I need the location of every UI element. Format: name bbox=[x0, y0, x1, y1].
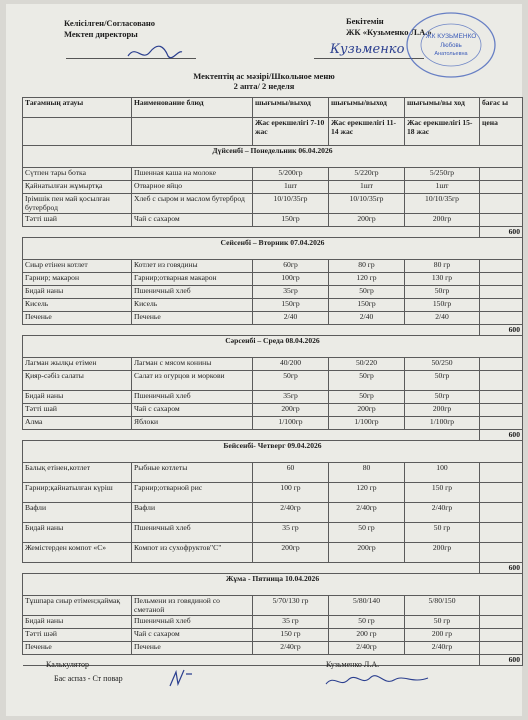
output-7-10: 35 гр bbox=[253, 523, 329, 543]
output-15-18: 2/40гр bbox=[405, 503, 480, 523]
menu-row bbox=[23, 616, 523, 629]
dish-name-ru: Чай с сахаром bbox=[132, 404, 253, 417]
price-cell bbox=[480, 358, 523, 371]
menu-row bbox=[23, 642, 523, 655]
menu-row bbox=[23, 214, 523, 227]
dish-name-ru: Чай с сахаром bbox=[132, 629, 253, 642]
output-7-10: 35гр bbox=[253, 286, 329, 299]
dish-name-ru: Салат из огурцов и моркови bbox=[132, 371, 253, 391]
day-header-row bbox=[23, 336, 523, 358]
menu-row bbox=[23, 286, 523, 299]
dish-name-kz: Жемістерден компот «С» bbox=[23, 543, 132, 563]
price-cell bbox=[480, 273, 523, 286]
output-11-14: 50 гр bbox=[329, 616, 405, 629]
output-7-10: 2/40 bbox=[253, 312, 329, 325]
menu-row bbox=[23, 181, 523, 194]
svg-text:Анатольевна: Анатольевна bbox=[434, 51, 468, 57]
col-age-3: Жас ерекшелігі 15-18 жас bbox=[405, 118, 480, 146]
output-15-18: 200гр bbox=[405, 543, 480, 563]
dish-name-ru: Пшеничный хлеб bbox=[132, 286, 253, 299]
output-15-18: 2/40гр bbox=[405, 642, 480, 655]
dish-name-ru: Рыбные котлеты bbox=[132, 463, 253, 483]
menu-row bbox=[23, 596, 523, 616]
approval-left bbox=[64, 18, 155, 40]
dish-name-kz: Балық етінен,котлет bbox=[23, 463, 132, 483]
header-row bbox=[23, 98, 523, 118]
output-15-18: 1/100гр bbox=[405, 417, 480, 430]
output-7-10: 2/40гр bbox=[253, 642, 329, 655]
price-cell bbox=[480, 523, 523, 543]
output-11-14: 5/220гр bbox=[329, 168, 405, 181]
day-title: Жұма - Пятница 10.04.2026 bbox=[23, 574, 523, 596]
dish-name-ru: Компот из сухофруктов"С" bbox=[132, 543, 253, 563]
output-7-10: 1шт bbox=[253, 181, 329, 194]
col-output-2: шығымы/выход bbox=[329, 98, 405, 118]
dish-name-ru: Пельмени из говядиной со сметаной bbox=[132, 596, 253, 616]
dish-name-kz: Алма bbox=[23, 417, 132, 430]
menu-week: 2 апта/ 2 неделя bbox=[233, 81, 295, 91]
output-15-18: 200гр bbox=[405, 214, 480, 227]
total-row bbox=[23, 227, 523, 238]
menu-body bbox=[23, 146, 523, 666]
menu-table bbox=[22, 97, 523, 666]
dish-name-kz: Қайнатылған жұмыртқа bbox=[23, 181, 132, 194]
price-cell bbox=[480, 417, 523, 430]
day-total-price: 600 bbox=[480, 325, 523, 336]
dish-name-ru: Кисель bbox=[132, 299, 253, 312]
dish-name-kz: Тұшпара сиыр етімен;қаймақ bbox=[23, 596, 132, 616]
output-11-14: 200гр bbox=[329, 404, 405, 417]
output-11-14: 50гр bbox=[329, 286, 405, 299]
day-header-row bbox=[23, 441, 523, 463]
dish-name-kz: Тәтті шай bbox=[23, 214, 132, 227]
dish-name-ru: Яблоки bbox=[132, 417, 253, 430]
price-cell bbox=[480, 391, 523, 404]
output-15-18: 200 гр bbox=[405, 629, 480, 642]
day-title: Бейсенбі- Четверг 09.04.2026 bbox=[23, 441, 523, 463]
dish-name-ru: Гарнир;отварная макарон bbox=[132, 273, 253, 286]
dish-name-ru: Вафли bbox=[132, 503, 253, 523]
output-11-14: 10/10/35гр bbox=[329, 194, 405, 214]
output-7-10: 10/10/35гр bbox=[253, 194, 329, 214]
output-15-18: 150гр bbox=[405, 299, 480, 312]
dish-name-ru: Чай с сахаром bbox=[132, 214, 253, 227]
menu-row bbox=[23, 273, 523, 286]
dish-name-kz: Печенье bbox=[23, 312, 132, 325]
output-11-14: 1/100гр bbox=[329, 417, 405, 430]
output-11-14: 80 гр bbox=[329, 260, 405, 273]
dish-name-ru: Хлеб с сыром и маслом бутерброд bbox=[132, 194, 253, 214]
output-11-14: 50гр bbox=[329, 391, 405, 404]
price-cell bbox=[480, 286, 523, 299]
menu-row bbox=[23, 194, 523, 214]
menu-row bbox=[23, 312, 523, 325]
output-7-10: 150гр bbox=[253, 214, 329, 227]
day-title: Дүйсенбі – Понедельник 06.04.2026 bbox=[23, 146, 523, 168]
price-cell bbox=[480, 596, 523, 616]
dish-name-kz: Бидай наны bbox=[23, 286, 132, 299]
output-7-10: 200гр bbox=[253, 543, 329, 563]
chef-signature bbox=[166, 666, 196, 692]
menu-row bbox=[23, 629, 523, 642]
price-cell bbox=[480, 463, 523, 483]
dish-name-kz: Печенье bbox=[23, 642, 132, 655]
output-15-18: 150 гр bbox=[405, 483, 480, 503]
col-output-1: шығымы/выход bbox=[253, 98, 329, 118]
output-15-18: 50гр bbox=[405, 391, 480, 404]
output-11-14: 200 гр bbox=[329, 629, 405, 642]
col-kz-name: Тағамның атауы bbox=[23, 98, 132, 118]
output-11-14: 150гр bbox=[329, 299, 405, 312]
output-15-18: 50 гр bbox=[405, 523, 480, 543]
dish-name-kz: Сүтпен тары ботка bbox=[23, 168, 132, 181]
output-7-10: 200гр bbox=[253, 404, 329, 417]
output-15-18: 100 bbox=[405, 463, 480, 483]
price-cell bbox=[480, 260, 523, 273]
output-7-10: 5/200гр bbox=[253, 168, 329, 181]
output-11-14: 2/40гр bbox=[329, 503, 405, 523]
dish-name-kz: Бидай наны bbox=[23, 523, 132, 543]
svg-text:ЖК КУЗЬМЕНКО: ЖК КУЗЬМЕНКО bbox=[425, 33, 477, 40]
price-cell bbox=[480, 214, 523, 227]
output-11-14: 5/80/140 bbox=[329, 596, 405, 616]
dish-name-ru: Печенье bbox=[132, 312, 253, 325]
dish-name-kz: Тәтті шай bbox=[23, 404, 132, 417]
round-stamp bbox=[402, 10, 500, 80]
price-cell bbox=[480, 312, 523, 325]
output-7-10: 2/40гр bbox=[253, 503, 329, 523]
col-ru-name: Наименование блюд bbox=[132, 98, 253, 118]
menu-row bbox=[23, 463, 523, 483]
dish-name-ru: Пшеничный хлеб bbox=[132, 523, 253, 543]
dish-name-kz: Қияр-сәбіз салаты bbox=[23, 371, 132, 391]
price-cell bbox=[480, 181, 523, 194]
calculator-label: Калькулятор bbox=[46, 660, 89, 669]
day-header-row bbox=[23, 146, 523, 168]
output-7-10: 1/100гр bbox=[253, 417, 329, 430]
price-cell bbox=[480, 543, 523, 563]
approve-label: Бекітемін bbox=[346, 16, 384, 26]
day-header-row bbox=[23, 574, 523, 596]
output-11-14: 200гр bbox=[329, 543, 405, 563]
total-row bbox=[23, 655, 523, 666]
output-15-18: 80 гр bbox=[405, 260, 480, 273]
menu-row bbox=[23, 417, 523, 430]
menu-row bbox=[23, 503, 523, 523]
dish-name-kz: Гарнир;қайнатылған күріш bbox=[23, 483, 132, 503]
price-cell bbox=[480, 642, 523, 655]
dish-name-kz: Гарнир; макарон bbox=[23, 273, 132, 286]
subheader-row bbox=[23, 118, 523, 146]
output-15-18: 2/40 bbox=[405, 312, 480, 325]
output-7-10: 35гр bbox=[253, 391, 329, 404]
dish-name-kz: Бидай наны bbox=[23, 391, 132, 404]
dish-name-ru: Печенье bbox=[132, 642, 253, 655]
menu-row bbox=[23, 523, 523, 543]
col-age-2: Жас ерекшелігі 11-14 жас bbox=[329, 118, 405, 146]
day-total-price: 600 bbox=[480, 227, 523, 238]
agreed-label: Келісілген/Согласовано bbox=[64, 18, 156, 28]
total-row bbox=[23, 430, 523, 441]
price-cell bbox=[480, 194, 523, 214]
dish-name-kz: Ірімшік пен май қосылған бутерброд bbox=[23, 194, 132, 214]
output-11-14: 2/40гр bbox=[329, 642, 405, 655]
col-output-3: шығымы/вы ход bbox=[405, 98, 480, 118]
output-11-14: 200гр bbox=[329, 214, 405, 227]
chef-label: Бас аспаз - Ст повар bbox=[54, 674, 123, 683]
output-11-14: 50 гр bbox=[329, 523, 405, 543]
output-11-14: 50гр bbox=[329, 371, 405, 391]
output-7-10: 60гр bbox=[253, 260, 329, 273]
menu-row bbox=[23, 543, 523, 563]
menu-row bbox=[23, 483, 523, 503]
director-signature bbox=[124, 42, 184, 64]
school-director-label: Мектеп директоры bbox=[64, 29, 138, 39]
output-11-14: 120 гр bbox=[329, 273, 405, 286]
day-title: Сейсенбі – Вторник 07.04.2026 bbox=[23, 238, 523, 260]
dish-name-kz: Кисель bbox=[23, 299, 132, 312]
output-7-10: 50гр bbox=[253, 371, 329, 391]
output-15-18: 50 гр bbox=[405, 616, 480, 629]
output-15-18: 50гр bbox=[405, 371, 480, 391]
dish-name-ru: Пшеничный хлеб bbox=[132, 616, 253, 629]
output-7-10: 100гр bbox=[253, 273, 329, 286]
menu-row bbox=[23, 358, 523, 371]
output-7-10: 60 bbox=[253, 463, 329, 483]
output-11-14: 50/220 bbox=[329, 358, 405, 371]
output-15-18: 1шт bbox=[405, 181, 480, 194]
output-7-10: 150гр bbox=[253, 299, 329, 312]
output-15-18: 5/80/150 bbox=[405, 596, 480, 616]
dish-name-kz: Лагман жылқы етімен bbox=[23, 358, 132, 371]
dish-name-kz: Тәтті шәй bbox=[23, 629, 132, 642]
output-7-10: 35 гр bbox=[253, 616, 329, 629]
menu-row bbox=[23, 391, 523, 404]
output-11-14: 80 bbox=[329, 463, 405, 483]
total-row bbox=[23, 563, 523, 574]
price-cell bbox=[480, 404, 523, 417]
price-cell bbox=[480, 168, 523, 181]
output-7-10: 40/200 bbox=[253, 358, 329, 371]
col-age-1: Жас ерекшелігі 7-10 жас bbox=[253, 118, 329, 146]
dish-name-kz: Сиыр етінен котлет bbox=[23, 260, 132, 273]
dish-name-ru: Гарнир;отварной рис bbox=[132, 483, 253, 503]
col-price: бағас ы bbox=[480, 98, 523, 118]
output-15-18: 50/250 bbox=[405, 358, 480, 371]
output-15-18: 50гр bbox=[405, 286, 480, 299]
entrepreneur-label: ЖК «Кузьменко Л.А.» bbox=[346, 27, 432, 37]
menu-row bbox=[23, 404, 523, 417]
output-11-14: 2/40 bbox=[329, 312, 405, 325]
menu-row bbox=[23, 299, 523, 312]
dish-name-ru: Пшенная каша на молоке bbox=[132, 168, 253, 181]
dish-name-kz: Бидай наны bbox=[23, 616, 132, 629]
output-15-18: 5/250гр bbox=[405, 168, 480, 181]
price-cell bbox=[480, 616, 523, 629]
price-cell bbox=[480, 629, 523, 642]
day-header-row bbox=[23, 238, 523, 260]
menu-row bbox=[23, 260, 523, 273]
output-7-10: 5/70/130 гр bbox=[253, 596, 329, 616]
dish-name-ru: Лагман с мясом конины bbox=[132, 358, 253, 371]
day-total-price: 600 bbox=[480, 563, 523, 574]
output-11-14: 120 гр bbox=[329, 483, 405, 503]
output-15-18: 10/10/35гр bbox=[405, 194, 480, 214]
dish-name-ru: Котлет из говядины bbox=[132, 260, 253, 273]
menu-row bbox=[23, 371, 523, 391]
menu-row bbox=[23, 168, 523, 181]
day-title: Сәрсенбі – Среда 08.04.2026 bbox=[23, 336, 523, 358]
dish-name-kz: Вафли bbox=[23, 503, 132, 523]
svg-text:Любовь: Любовь bbox=[440, 43, 462, 49]
output-15-18: 130 гр bbox=[405, 273, 480, 286]
price-cell bbox=[480, 483, 523, 503]
signer-signature bbox=[324, 672, 434, 690]
price-cell bbox=[480, 371, 523, 391]
dish-name-ru: Пшеничный хлеб bbox=[132, 391, 253, 404]
dish-name-ru: Отварное яйцо bbox=[132, 181, 253, 194]
price-cell bbox=[480, 299, 523, 312]
output-11-14: 1шт bbox=[329, 181, 405, 194]
day-total-price: 600 bbox=[480, 655, 523, 666]
signer-name: Кузьменко Л.А. bbox=[326, 660, 380, 669]
approver-signature: Кузьменко bbox=[330, 42, 405, 57]
output-15-18: 200гр bbox=[405, 404, 480, 417]
col-price-sub: цена bbox=[480, 118, 523, 146]
total-row bbox=[23, 325, 523, 336]
output-7-10: 100 гр bbox=[253, 483, 329, 503]
day-total-price: 600 bbox=[480, 430, 523, 441]
document-sheet bbox=[6, 4, 522, 716]
output-7-10: 150 гр bbox=[253, 629, 329, 642]
price-cell bbox=[480, 503, 523, 523]
menu-title: Мектептің ас мәзірі/Школьное меню bbox=[193, 71, 335, 81]
